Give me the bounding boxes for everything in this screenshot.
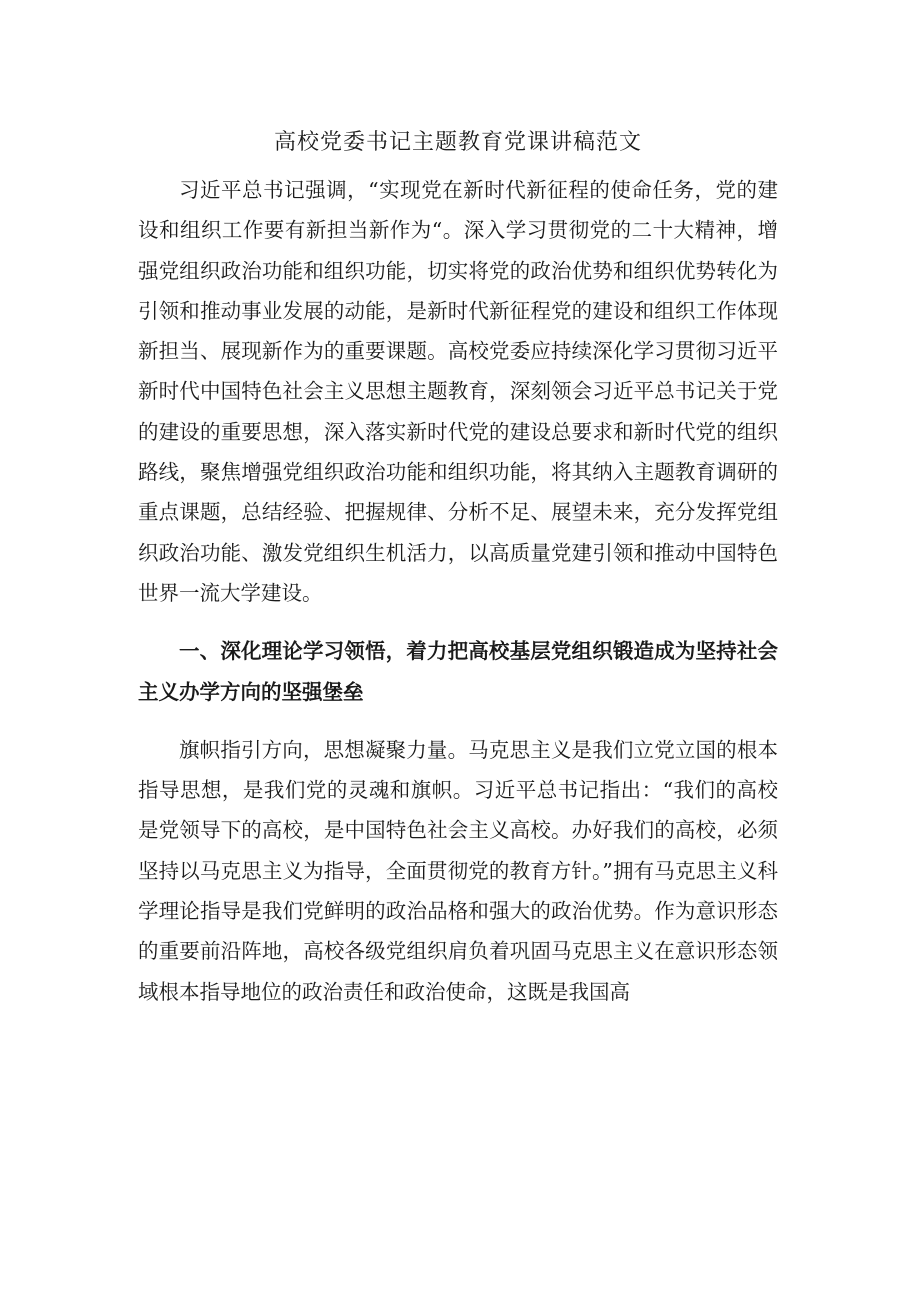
section-1-paragraph: 旗帜指引方向，思想凝聚力量。马克思主义是我们立党立国的根本指导思想，是我们党的灵魂和旗帜。习近平总书记指出：“我们的高校是党领导下的高校，是中国特色社会主义高校。办好我们的高校，必须坚持以马克思主义为指导，全面贯彻党的教育方针。”拥有马克思主义科学理论指导是我们党鲜明的政治品格和强大的政治优势。作为意识形态的重要前沿阵地，高校各级党组织肩负着巩固马克思主义在意识形态领域根本指导地位的政治责任和政治使命，这既是我国高 [138, 737, 778, 1004]
document-title: 高校党委书记主题教育党课讲稿范文 [273, 130, 642, 155]
intro-paragraph: 习近平总书记强调，“实现党在新时代新征程的使命任务，党的建设和组织工作要有新担当新作为“。深入学习贯彻党的二十大精神，增强党组织政治功能和组织功能，切实将党的政治优势和组织优势转化为引领和推动事业发展的动能，是新时代新征程党的建设和组织工作体现新担当、展现新作为的重要课题。高校党委应持续深化学习贯彻习近平新时代中国特色社会主义思想主题教育，深刻领会习近平总书记关于党的建设的重要思想，深入落实新时代党的建设总要求和新时代党的组织路线，聚焦增强党组织政治功能和组织功能，将其纳入主题教育调研的重点课题，总结经验、把握规律、分析不足、展望未来，充分发挥党组织政治功能、激发党组织生机活力，以高质量党建引领和推动中国特色世界一流大学建设。 [138, 178, 778, 605]
document-page [138, 128, 778, 1012]
section-1-heading: 一、深化理论学习领悟，着力把高校基层党组织锻造成为坚持社会主义办学方向的坚强堡垒 [138, 639, 778, 704]
